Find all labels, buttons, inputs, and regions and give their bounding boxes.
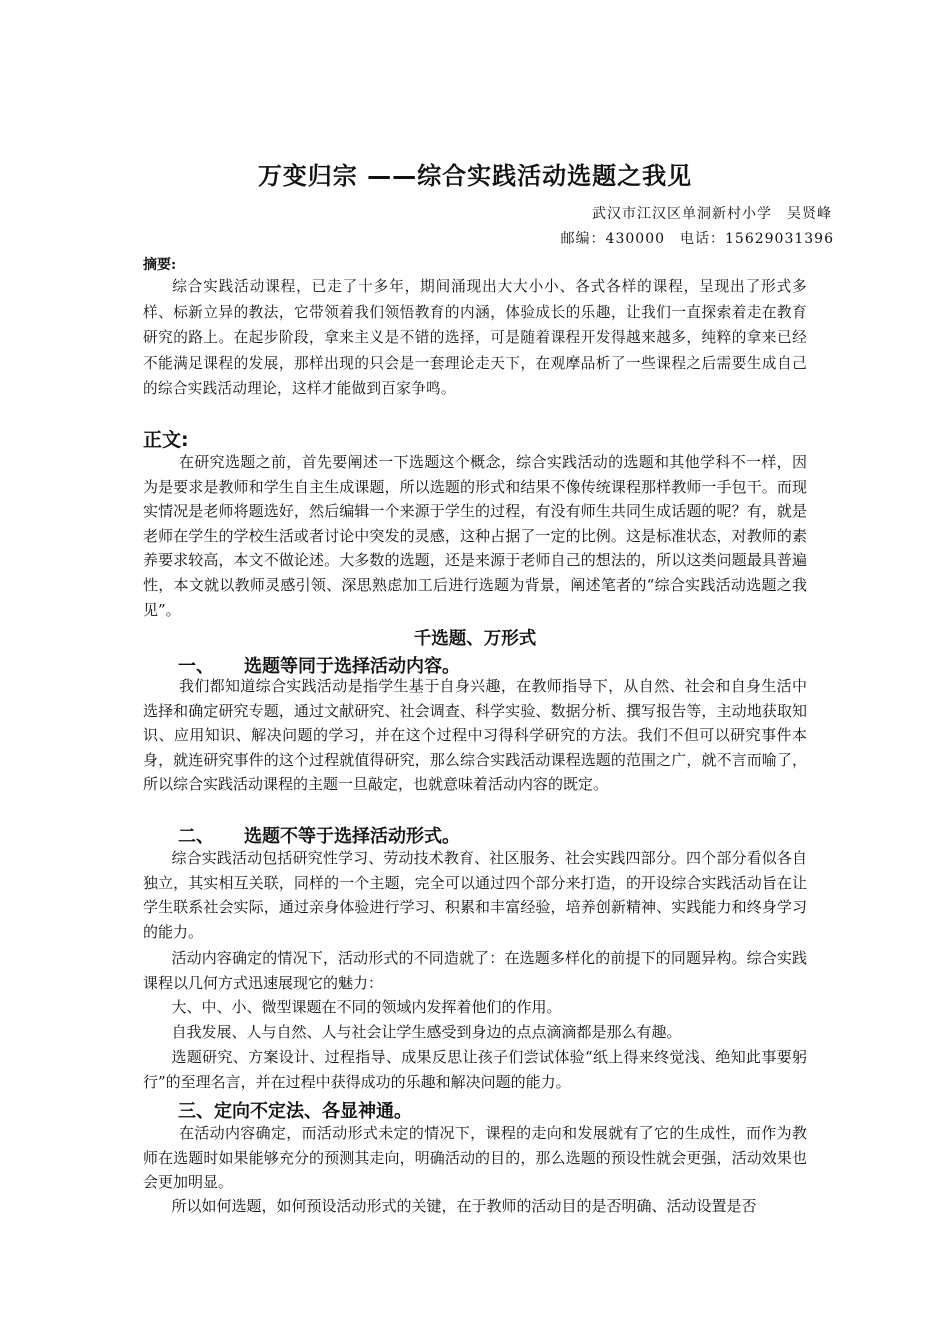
section-2-paragraph-5: 选题研究、方案设计、过程指导、成果反思让孩子们尝试体验“纸上得来终觉浅、绝知此事要躬行”的至理名言，并在过程中获得成功的乐趣和解决问题的能力。 [143, 1048, 807, 1091]
section-3-number: 三、 [178, 1101, 214, 1122]
section-3-paragraph-2: 所以如何选题，如何预设活动形式的关键，在于教师的活动目的是否明确、活动设置是否 [171, 1197, 757, 1215]
section-3-heading [178, 1097, 412, 1123]
section-2-paragraph-4: 自我发展、人与自然、人与社会让学生感受到身边的点点滴滴都是那么有趣。 [171, 1023, 682, 1041]
section-1-number: 一、 [178, 656, 214, 677]
section-2-paragraph-1: 综合实践活动包括研究性学习、劳动技术教育、社区服务、社会实践四部分。四个部分看似各自独立，其实相互关联，同样的一个主题，完全可以通过四个部分来打造，的开设综合实践活动旨在让学生联系社会实际，通过亲身体验进行学习、积累和丰富经验，培养创新精神、实践能力和终身学习的能力。 [143, 849, 807, 941]
body-label: 正文: [143, 429, 189, 451]
section-2-paragraph-3: 大、中、小、微型课题在不同的领域内发挥着他们的作用。 [171, 998, 562, 1016]
document-title: 万变归宗 ——综合实践活动选题之我见 [257, 162, 693, 190]
section-2-heading-text: 选题不等于选择活动形式。 [244, 826, 460, 847]
section-title: 千选题、万形式 [413, 629, 537, 649]
section-3-paragraph-1: 在活动内容确定，而活动形式未定的情况下，课程的走向和发展就有了它的生成性，而作为教师在选题时如果能够充分的预测其走向，明确活动的目的，那么选题的预设性就会更强，活动效果也会更加明显。 [143, 1124, 807, 1192]
author-line: 武汉市江汉区单洞新村小学 吴贤峰 [592, 206, 832, 222]
contact-line: 邮编：430000 电话：15629031396 [560, 231, 834, 247]
section-3-heading-text: 定向不定法、各显神通。 [214, 1101, 412, 1122]
abstract-label: 摘要: [143, 257, 177, 273]
abstract-text: 综合实践活动课程，已走了十多年，期间涌现出大大小小、各式各样的课程，呈现出了形式多样、标新立异的教法，它带领着我们领悟教育的内涵，体验成长的乐趣，让我们一直探索着走在教育研究的路上。在起步阶段，拿来主义是不错的选择，可是随着课程开发得越来越多，纯粹的拿来已经不能满足课程的发展，那样出现的只会是一套理论走天下，在观摩品析了一些课程之后需要生成自己的综合实践活动理论，这样才能做到百家争鸣。 [143, 278, 807, 397]
section-2-heading [178, 822, 460, 848]
section-2-number: 二、 [178, 826, 214, 847]
section-1-heading-text: 选题等同于选择活动内容。 [244, 656, 460, 677]
section-2-paragraph-2: 活动内容确定的情况下，活动形式的不同造就了：在选题多样化的前提下的同题异构。综合实践课程以几何方式迅速展现它的魅力： [143, 949, 807, 992]
section-1-paragraph-1: 我们都知道综合实践活动是指学生基于自身兴趣，在教师指导下，从自然、社会和自身生活中选择和确定研究专题，通过文献研究、社会调查、科学实验、数据分析、撰写报告等，主动地获取知识、应用知识、解决问题的学习，并在这个过程中习得科学研究的方法。我们不但可以研究事件本身，就连研究事件的这个过程就值得研究，那么综合实践活动课程选题的范围之广，就不言而喻了，所以综合实践活动课程的主题一旦敲定，也就意味着活动内容的既定。 [143, 677, 807, 794]
intro-paragraph: 在研究选题之前，首先要阐述一下选题这个概念，综合实践活动的选题和其他学科不一样，因为是要求是教师和学生自主生成课题，所以选题的形式和结果不像传统课程那样教师一手包干。而现实情况是老师将题选好，然后编辑一个来源于学生的过程，有没有师生共同生成话题的呢？有，就是老师在学生的学校生活或者讨论中突发的灵感，这种占据了一定的比例。这是标准状态，对教师的素养要求较高，本文不做论述。大多数的选题，还是来源于老师自己的想法的，所以这类问题最具普遍性，本文就以教师灵感引领、深思熟虑加工后进行选题为背景，阐述笔者的“综合实践活动选题之我见”。 [143, 453, 807, 619]
